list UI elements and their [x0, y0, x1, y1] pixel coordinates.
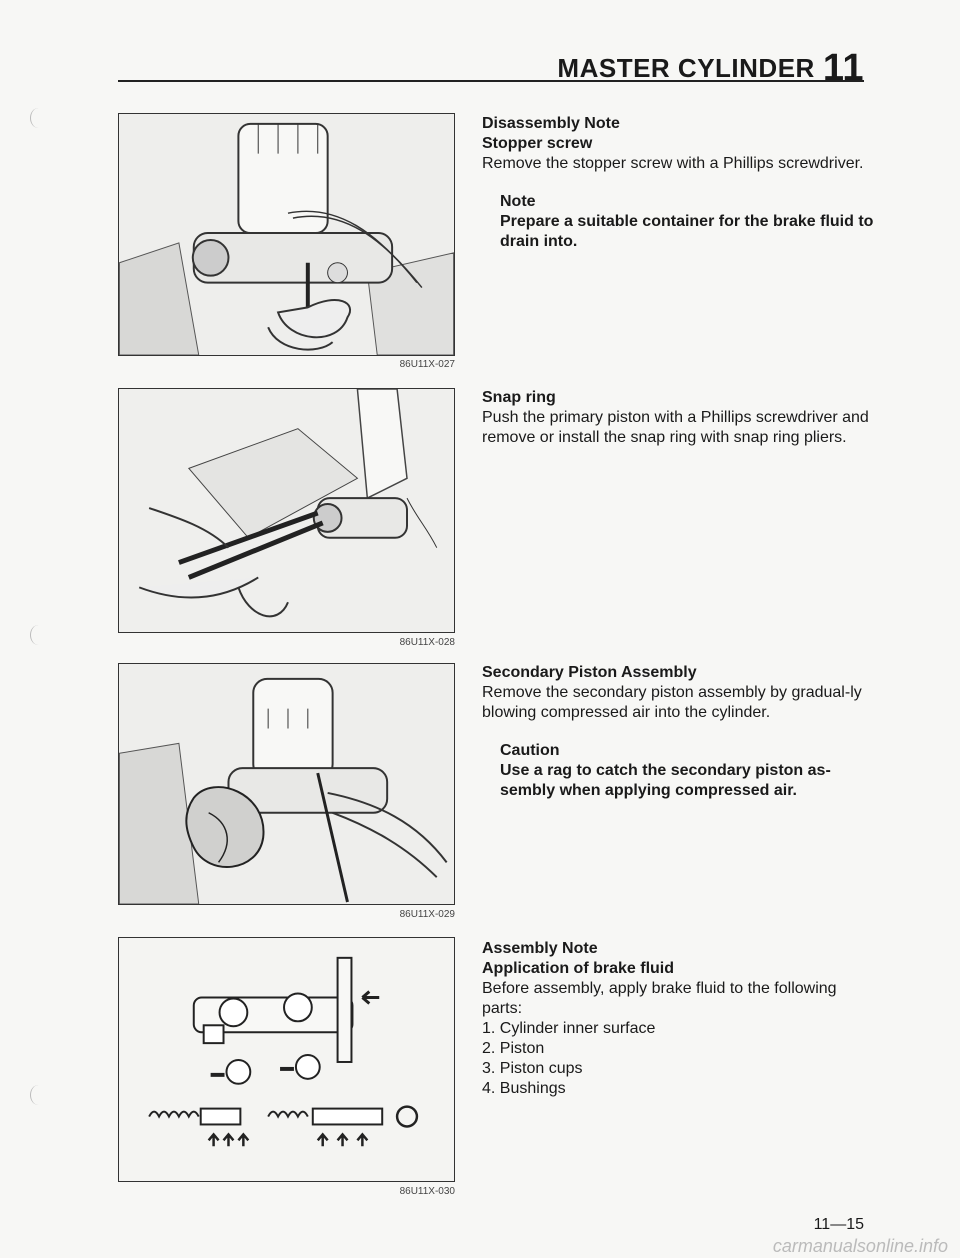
list-item: 2. Piston: [482, 1040, 545, 1057]
section-body: Remove the secondary piston assembly by gradual-ly blowing compressed air into the cylinder.: [482, 684, 862, 721]
margin-mark: [30, 1085, 47, 1105]
section-heading: Secondary Piston Assembly: [482, 664, 697, 681]
figure-2-code: 86U11X-028: [399, 637, 455, 648]
page-number: 11—15: [813, 1216, 864, 1233]
list-item: 4. Bushings: [482, 1080, 566, 1097]
list-item: 3. Piston cups: [482, 1060, 583, 1077]
figure-1: [118, 113, 455, 356]
list-item: 1. Cylinder inner surface: [482, 1020, 656, 1037]
section-body: Push the primary piston with a Phillips screwdriver and remove or install the snap ring with snap ring pliers.: [482, 409, 869, 446]
snap-ring-pliers-illustration-icon: [119, 389, 454, 632]
figure-2: [118, 388, 455, 633]
caution-title: Caution: [500, 742, 560, 759]
section-subheading: Stopper screw: [482, 135, 593, 152]
figure-4: [118, 937, 455, 1182]
section-heading: Assembly Note: [482, 940, 598, 957]
section-heading: Disassembly Note: [482, 115, 620, 132]
parts-list: [482, 1019, 874, 1099]
caution-text: Use a rag to catch the secondary piston as-sembly when applying compressed air.: [500, 762, 831, 799]
note-text: Prepare a suitable container for the brake fluid to drain into.: [500, 213, 874, 250]
caution-block: [500, 741, 874, 801]
screwdriver-stopper-illustration-icon: [119, 114, 454, 355]
note-title: Note: [500, 193, 536, 210]
watermark-text: carmanualsonline.info: [772, 1236, 948, 1256]
margin-mark: [30, 625, 47, 645]
header-rule: [118, 80, 864, 82]
section-secondary-piston: [482, 663, 874, 801]
margin-mark: [30, 108, 47, 128]
section-heading: Snap ring: [482, 389, 556, 406]
section-disassembly-note: [482, 114, 874, 252]
section-assembly-note: [482, 939, 874, 1099]
figure-3: [118, 663, 455, 905]
note-block: [500, 192, 874, 252]
rag-compressed-air-illustration-icon: [119, 664, 454, 904]
section-snap-ring: [482, 388, 874, 448]
chapter-number: 11: [822, 47, 864, 89]
header-title-text: MASTER CYLINDER: [557, 53, 815, 83]
figure-1-code: 86U11X-027: [399, 359, 455, 370]
section-body: Before assembly, apply brake fluid to the following parts:: [482, 980, 837, 1017]
section-body: Remove the stopper screw with a Phillips screwdriver.: [482, 155, 864, 172]
figure-3-code: 86U11X-029: [399, 909, 455, 920]
figure-4-code: 86U11X-030: [399, 1186, 455, 1197]
apply-brake-fluid-parts-illustration-icon: [119, 938, 454, 1181]
section-subheading: Application of brake fluid: [482, 960, 675, 977]
